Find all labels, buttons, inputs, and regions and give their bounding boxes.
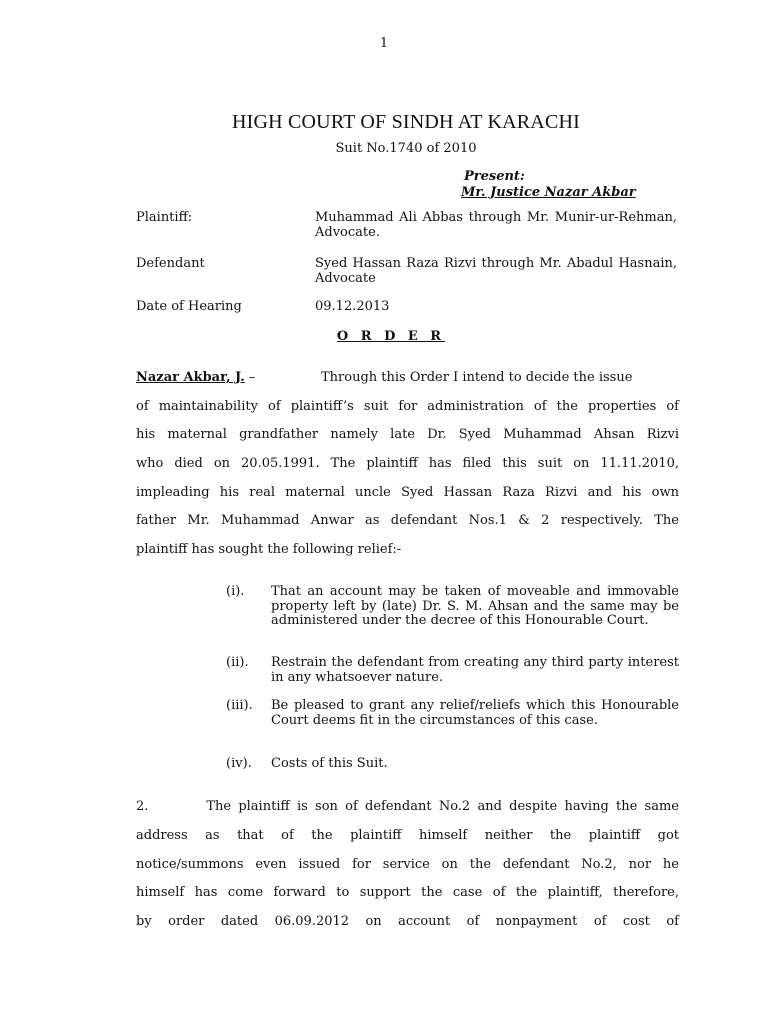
relief-text: Costs of this Suit. (271, 756, 388, 771)
para1-line-0 (136, 364, 679, 393)
suit-number: Suit No.1740 of 2010 (335, 141, 477, 156)
para1-line-3: who died on 20.05.1991. The plaintiff has filed this suit on 11.11.2010, (136, 456, 679, 471)
judge-name: Nazar Akbar, J. (136, 370, 245, 385)
para2-line-2: notice/summons even issued for service on the defendant No.2, nor he (136, 857, 679, 872)
para2-line-0: 2. The plaintiff is son of defendant No.2 and despite having the same (136, 799, 679, 814)
para1-line-1: of maintainability of plaintiff’s suit for administration of the properties of (136, 399, 679, 414)
defendant-value: Syed Hassan Raza Rizvi through Mr. Abadul Hasnain, Advocate (315, 256, 677, 286)
para2-line-1: address as that of the plaintiff himself neither the plaintiff got (136, 828, 679, 843)
para2-line-4: by order dated 06.09.2012 on account of nonpayment of cost of (136, 914, 679, 929)
hearing-value: 09.12.2013 (315, 299, 390, 314)
order-heading: O R D E R (336, 329, 446, 344)
plaintiff-value: Muhammad Ali Abbas through Mr. Munir-ur-Rehman, Advocate. (315, 210, 677, 240)
relief-text: Restrain the defendant from creating any third party interest in any whatsoever nature. (271, 655, 679, 685)
relief-number: (iii). (226, 698, 253, 713)
para1-line-4: impleading his real maternal uncle Syed Hassan Raza Rizvi and his own (136, 485, 679, 500)
court-title: HIGH COURT OF SINDH AT KARACHI (232, 111, 580, 133)
relief-text: Be pleased to grant any relief/reliefs which this Honourable Court deems fit in the circumstances of this case. (271, 698, 679, 728)
present-label: Present: (464, 169, 525, 184)
para1-line-6: plaintiff has sought the following relief:- (136, 542, 402, 557)
defendant-label: Defendant (136, 256, 205, 271)
para1-line-5: father Mr. Muhammad Anwar as defendant Nos.1 & 2 respectively. The (136, 513, 679, 528)
relief-number: (ii). (226, 655, 249, 670)
hearing-label: Date of Hearing (136, 299, 242, 314)
relief-text: That an account may be taken of moveable and immovable property left by (late) Dr. S. M. Ahsan and the same may be administered under the decree of this Honourable Court. (271, 584, 679, 628)
justice-name: Mr. Justice Nazar Akbar (461, 185, 636, 200)
judge-dash: – (244, 370, 256, 385)
para1-line-0-text: Through this Order I intend to decide the issue (321, 370, 633, 385)
relief-number: (i). (226, 584, 245, 599)
para2-line-3: himself has come forward to support the case of the plaintiff, therefore, (136, 885, 679, 900)
plaintiff-label: Plaintiff: (136, 210, 193, 225)
page-number: 1 (379, 36, 389, 51)
relief-number: (iv). (226, 756, 252, 771)
para1-line-2: his maternal grandfather namely late Dr. Syed Muhammad Ahsan Rizvi (136, 427, 679, 442)
